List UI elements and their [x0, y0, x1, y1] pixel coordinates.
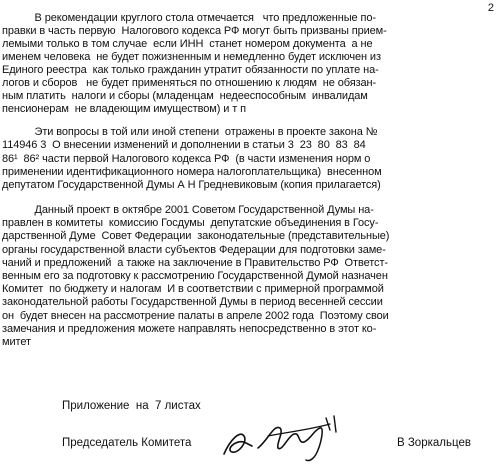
body-line: В рекомендации круглого стола отмечается что предложенные по-: [2, 12, 376, 24]
signatory-name: В Зоркальцев: [397, 437, 471, 449]
body-line: органы государственной власти субъектов Федерации для подготовки заме-: [2, 244, 386, 256]
body-line: 114946 3 О внесении изменений и дополнении в статьи 3 23 80 83 84: [2, 139, 366, 151]
body-line: венным его за подготовку к рассмотрению Государственной Думой назначен: [2, 270, 388, 282]
body-line: Данный проект в октябре 2001 Советом Государственной Думы на-: [2, 204, 374, 216]
body-line: правки в часть первую Налогового кодекса РФ могут быть призваны прием-: [2, 25, 387, 37]
signatory-role: Председатель Комитета: [62, 437, 192, 449]
body-line: депутатом Государственной Думы А Н Гредневиковым (копия прилагается): [2, 179, 381, 191]
body-line: митет: [2, 336, 31, 348]
body-line: дарственной Думе Совет Федерации законодательные (представительные): [2, 230, 390, 242]
body-line: логов и сборов не будет применяться по отношению к людям не обязан-: [2, 77, 377, 89]
appendix-note: Приложение на 7 листах: [62, 400, 201, 412]
body-line: чаний и предложений а также на заключение в Правительство РФ Ответст-: [2, 257, 388, 269]
body-line: пенсионерам не владеющим имуществом) и т п: [2, 103, 246, 115]
body-line: Комитет по бюджету и налогам И в соответствии с примерной программой: [2, 283, 384, 295]
handwritten-signature: [218, 410, 368, 466]
body-line: ным платить налоги и сборы (младенцам недееспособным инвалидам: [2, 90, 368, 102]
body-line: Эти вопросы в той или иной степени отражены в проекте закона №: [2, 126, 378, 138]
body-line: Единого реестра как только гражданин утратит обязанности по уплате на-: [2, 64, 379, 76]
page-number: 2: [487, 2, 494, 14]
body-line: он будет внесен на рассмотрение палаты в апреле 2002 года Поэтому свои: [2, 310, 389, 322]
body-line: именем человека не будет пожизненным и немедленно будет исключен из: [2, 51, 381, 63]
body-line: замечания и предложения можете направлять непосредственно в этот ко-: [2, 323, 377, 335]
body-line: законодательной работы Государственной Думы в период весенней сессии: [2, 296, 383, 308]
body-line: правлен в комитеты комиссию Госдумы депутатские объединения в Госу-: [2, 217, 379, 229]
body-line: применении идентификационного номера налогоплательщика) внесенном: [2, 166, 382, 178]
body-line: 86¹ 86² части первой Налогового кодекса РФ (в части изменения норм о: [2, 153, 371, 165]
body-line: лемыми только в том случае если ИНН станет номером документа а не: [2, 38, 373, 50]
